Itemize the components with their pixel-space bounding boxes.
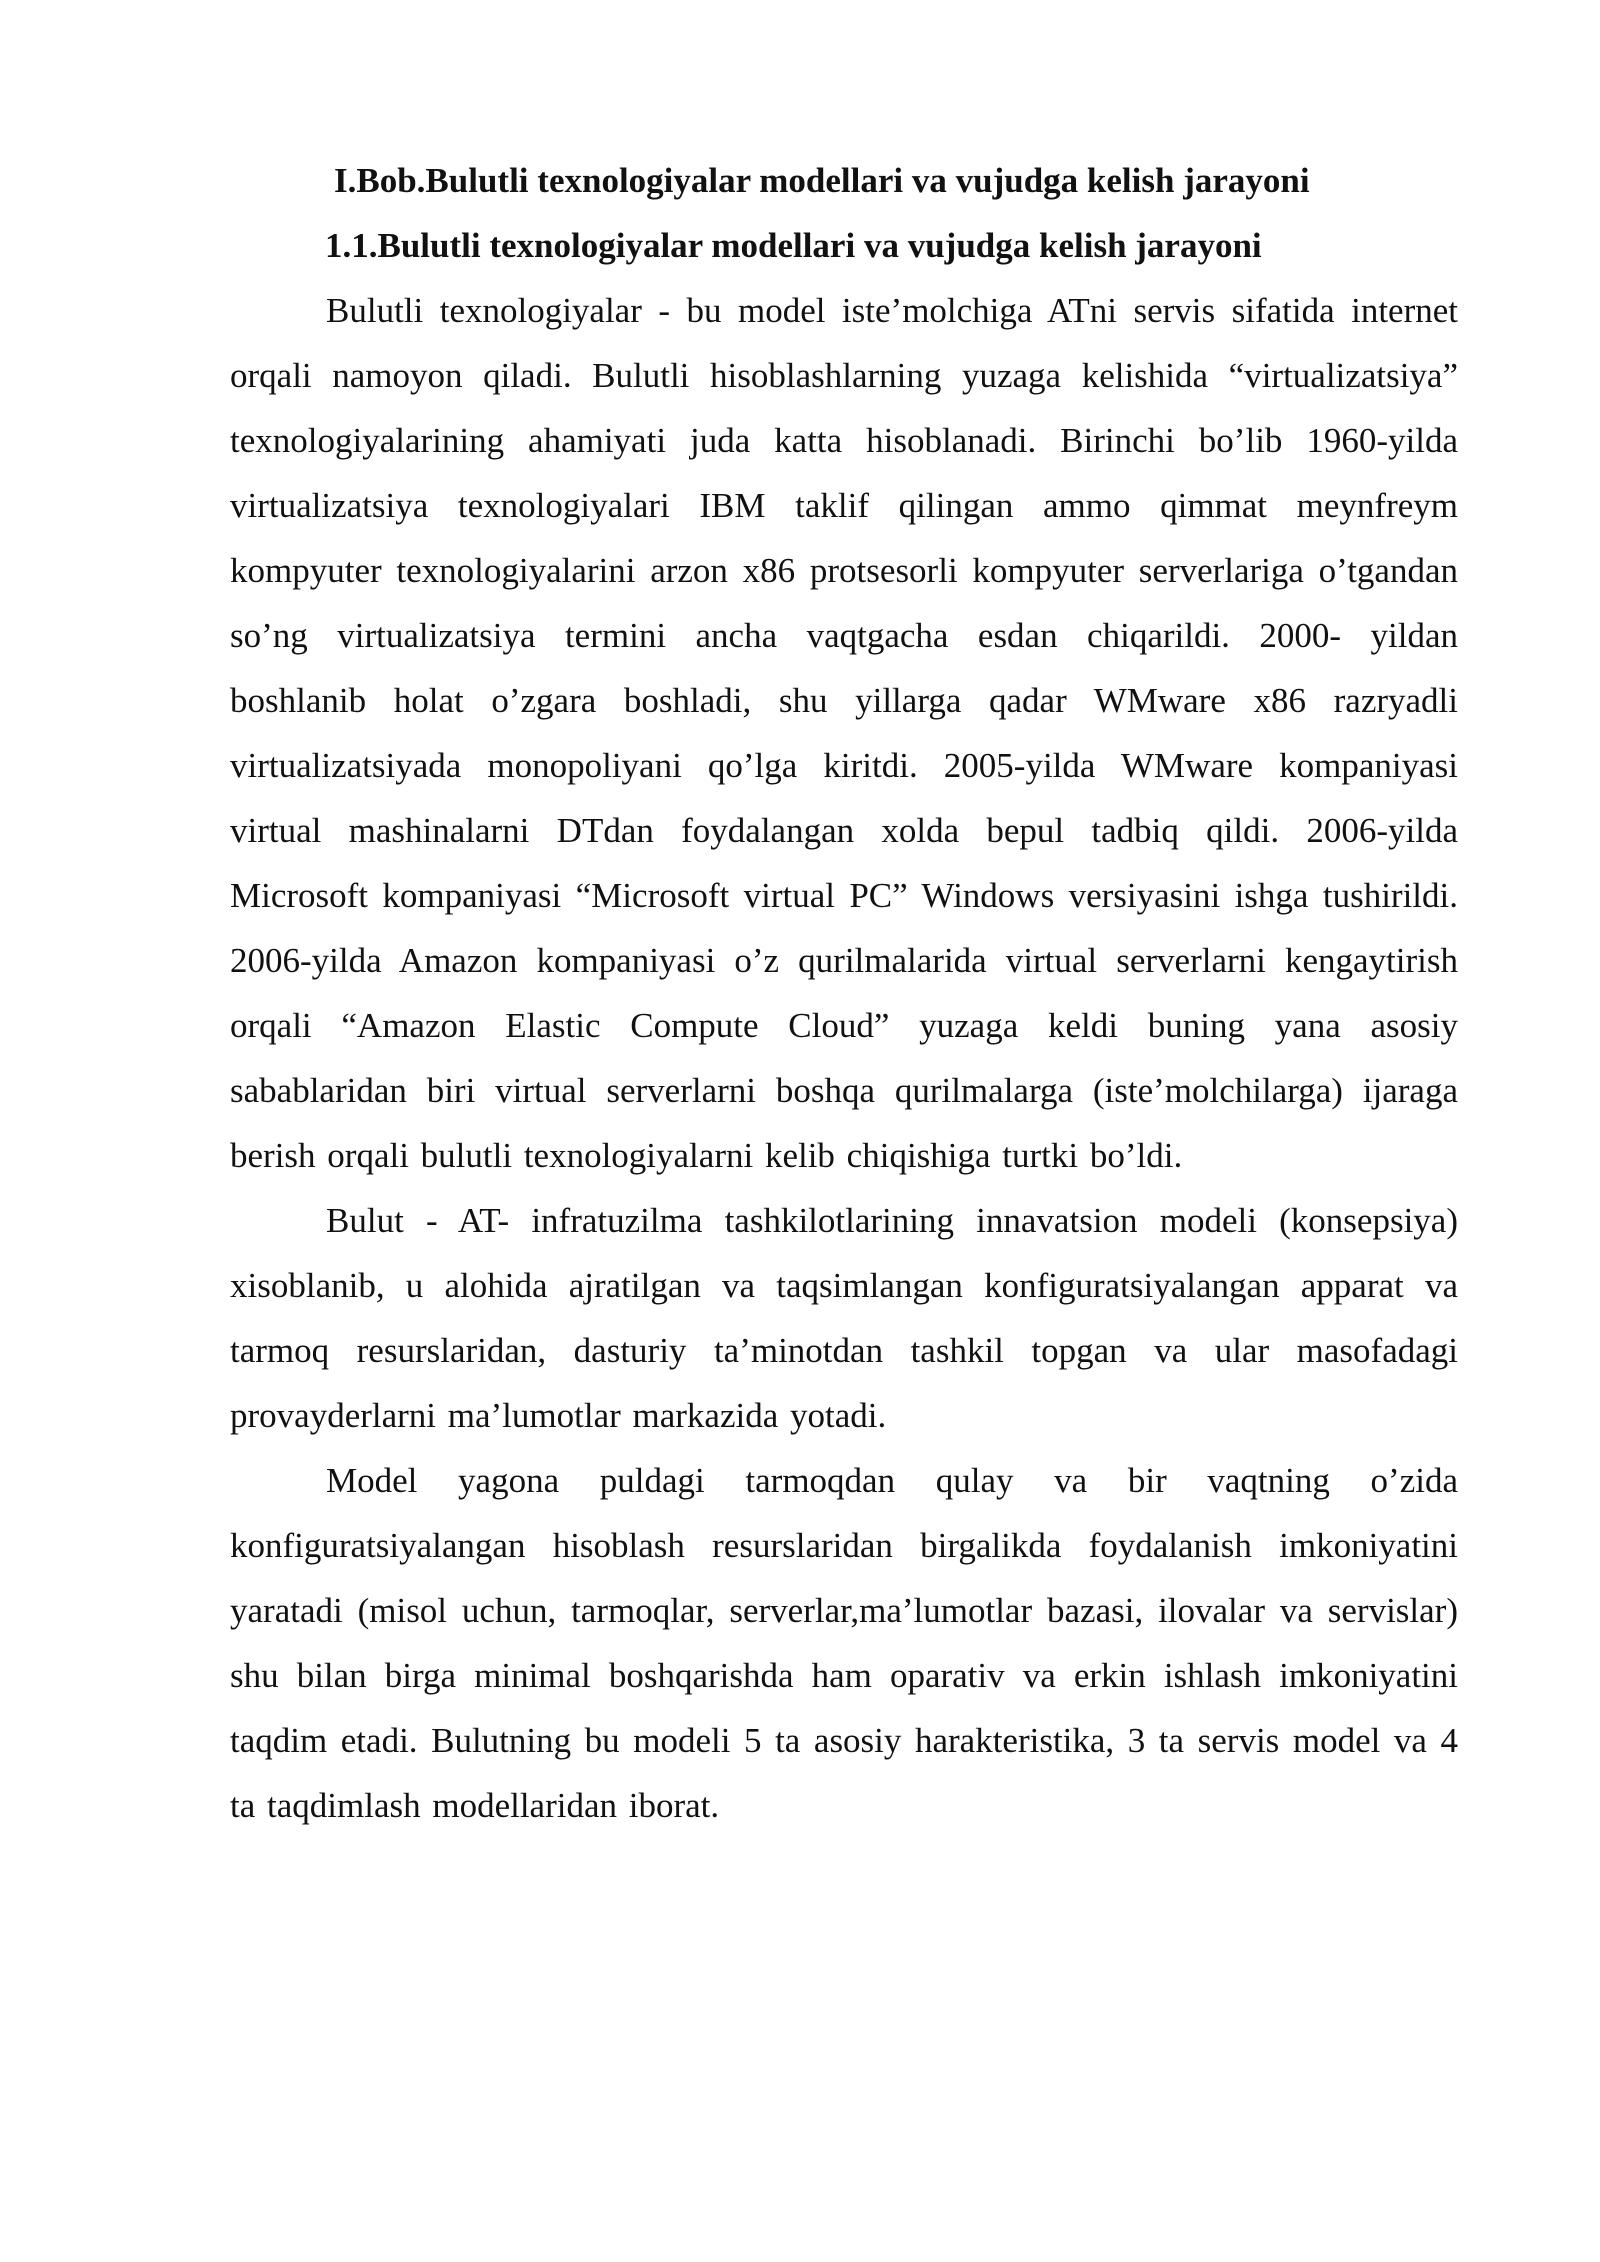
chapter-title: I.Bob.Bulutli texnologiyalar modellari va vujudga kelish jarayoni bbox=[334, 161, 1310, 200]
paragraph-cloud-history: Bulutli texnologiyalar - bu model iste’molchiga ATni servis sifatida internet orqali namoyon qiladi. Bulutli hisoblashlarning yuzaga kelishida “virtualizatsiya” texnologiyalarining ahamiyati juda katta hisoblanadi. Birinchi bo’lib 1960-yilda virtualizatsiya texnologiyalari IBM taklif qilingan ammo qimmat meynfreym kompyuter texnologiyalarini arzon x86 protsesorli kompyuter serverlariga o’tgandan so’ng virtualizatsiya termini ancha vaqtgacha esdan chiqarildi. 2000- yildan boshlanib holat o’zgara boshladi, shu yillarga qadar WMware x86 razryadli virtualizatsiyada monopoliyani qo’lga kiritdi. 2005-yilda WMware kompaniyasi virtual mashinalarni DTdan foydalangan xolda bepul tadbiq qildi. 2006-yilda Microsoft kompaniyasi “Microsoft virtual PC” Windows versiyasini ishga tushirildi. 2006-yilda Amazon kompaniyasi o’z qurilmalarida virtual serverlarni kengaytirish orqali “Amazon Elastic Compute Cloud” yuzaga keldi buning yana asosiy sabablaridan biri virtual serverlarni boshqa qurilmalarga (iste’molchilarga) ijaraga berish orqali bulutli texnologiyalarni kelib chiqishiga turtki bo’ldi. bbox=[230, 291, 1458, 1175]
paragraph-cloud-model: Model yagona puldagi tarmoqdan qulay va bir vaqtning o’zida konfiguratsiyalangan hisoblash resurslaridan birgalikda foydalanish imkoniyatini yaratadi (misol uchun, tarmoqlar, serverlar,ma’lumotlar bazasi, ilovalar va servislar) shu bilan birga minimal boshqarishda ham oparativ va erkin ishlash imkoniyatini taqdim etadi. Bulutning bu modeli 5 ta asosiy harakteristika, 3 ta servis model va 4 ta taqdimlash modellaridan iborat. bbox=[230, 1461, 1458, 1825]
paragraph-cloud-definition: Bulut - AT- infratuzilma tashkilotlarining innavatsion modeli (konsepsiya) xisoblanib, u alohida ajratilgan va taqsimlangan konfiguratsiyalangan apparat va tarmoq resurslaridan, dasturiy ta’minotdan tashkil topgan va ular masofadagi provayderlarni ma’lumotlar markazida yotadi. bbox=[230, 1201, 1458, 1435]
section-title: 1.1.Bulutli texnologiyalar modellari va vujudga kelish jarayoni bbox=[325, 226, 1262, 265]
document-body bbox=[230, 148, 1458, 1838]
